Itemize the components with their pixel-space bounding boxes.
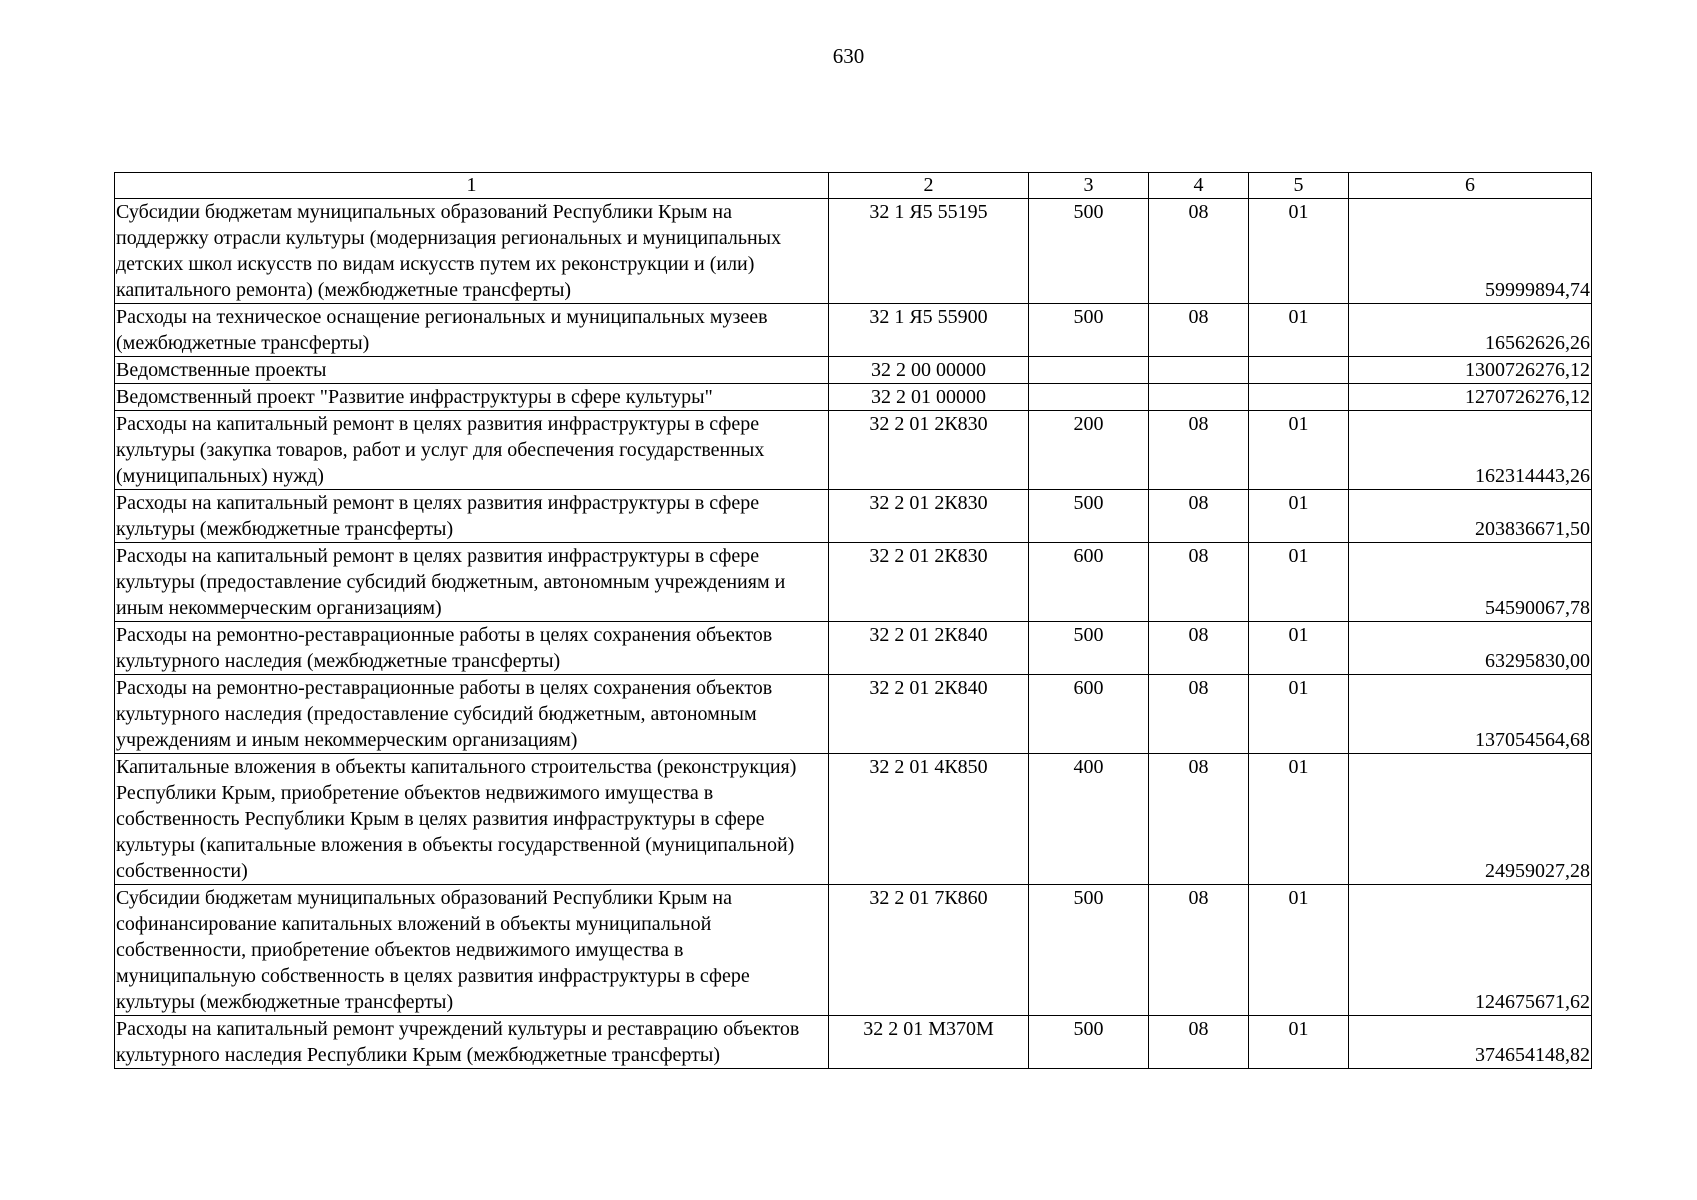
table-row — [115, 411, 1592, 490]
row-amount-cell: 59999894,74 — [1349, 199, 1592, 304]
row-code-cell: 32 2 00 00000 — [829, 357, 1029, 384]
row-amount-cell: 203836671,50 — [1349, 490, 1592, 543]
row-amount-cell: 54590067,78 — [1349, 543, 1592, 622]
table-row — [115, 1016, 1592, 1069]
row-pr-cell: 01 — [1249, 411, 1349, 490]
row-name-cell: Расходы на капитальный ремонт учреждений культуры и реставрацию объектов культурного наследия Республики Крым (межбюджетные трансферты) — [115, 1016, 829, 1069]
table-row — [115, 543, 1592, 622]
row-vr-cell: 200 — [1029, 411, 1149, 490]
row-rz-cell — [1149, 357, 1249, 384]
header-cell: 3 — [1029, 173, 1149, 199]
row-code-cell: 32 2 01 2К840 — [829, 622, 1029, 675]
row-name-cell: Расходы на капитальный ремонт в целях развития инфраструктуры в сфере культуры (предоставление субсидий бюджетным, автономным учреждениям и иным некоммерческим организациям) — [115, 543, 829, 622]
header-cell: 5 — [1249, 173, 1349, 199]
row-name-cell: Расходы на ремонтно-реставрационные работы в целях сохранения объектов культурного наследия (предоставление субсидий бюджетным, автономным учреждениям и иным некоммерческим организациям) — [115, 675, 829, 754]
row-code-cell: 32 1 Я5 55900 — [829, 304, 1029, 357]
row-rz-cell: 08 — [1149, 622, 1249, 675]
table-row — [115, 304, 1592, 357]
row-pr-cell: 01 — [1249, 622, 1349, 675]
row-rz-cell: 08 — [1149, 675, 1249, 754]
row-rz-cell: 08 — [1149, 885, 1249, 1016]
row-amount-cell: 124675671,62 — [1349, 885, 1592, 1016]
row-vr-cell: 400 — [1029, 754, 1149, 885]
row-code-cell: 32 2 01 7К860 — [829, 885, 1029, 1016]
row-rz-cell — [1149, 384, 1249, 411]
row-rz-cell: 08 — [1149, 1016, 1249, 1069]
row-name-cell: Капитальные вложения в объекты капитального строительства (реконструкция) Республики Крым, приобретение объектов недвижимого имущества в собственность Республики Крым в целях развития инфраструктуры в сфере культуры (капитальные вложения в объекты государственной (муниципальной) собственности) — [115, 754, 829, 885]
row-code-cell: 32 2 01 2К830 — [829, 543, 1029, 622]
row-amount-cell: 1270726276,12 — [1349, 384, 1592, 411]
row-name-cell: Расходы на капитальный ремонт в целях развития инфраструктуры в сфере культуры (закупка товаров, работ и услуг для обеспечения государственных (муниципальных) нужд) — [115, 411, 829, 490]
row-rz-cell: 08 — [1149, 199, 1249, 304]
row-vr-cell — [1029, 384, 1149, 411]
row-pr-cell: 01 — [1249, 543, 1349, 622]
row-pr-cell: 01 — [1249, 754, 1349, 885]
row-name-cell: Расходы на капитальный ремонт в целях развития инфраструктуры в сфере культуры (межбюджетные трансферты) — [115, 490, 829, 543]
row-vr-cell: 500 — [1029, 622, 1149, 675]
row-vr-cell: 500 — [1029, 1016, 1149, 1069]
row-vr-cell: 600 — [1029, 675, 1149, 754]
row-code-cell: 32 2 01 2К840 — [829, 675, 1029, 754]
row-amount-cell: 137054564,68 — [1349, 675, 1592, 754]
header-row — [115, 173, 1592, 199]
row-pr-cell: 01 — [1249, 199, 1349, 304]
row-vr-cell: 500 — [1029, 885, 1149, 1016]
row-pr-cell: 01 — [1249, 490, 1349, 543]
row-name-cell: Ведомственные проекты — [115, 357, 829, 384]
row-amount-cell: 1300726276,12 — [1349, 357, 1592, 384]
row-name-cell: Расходы на техническое оснащение региональных и муниципальных музеев (межбюджетные трансферты) — [115, 304, 829, 357]
row-pr-cell — [1249, 357, 1349, 384]
table-row — [115, 384, 1592, 411]
row-code-cell: 32 2 01 4К850 — [829, 754, 1029, 885]
row-rz-cell: 08 — [1149, 411, 1249, 490]
row-code-cell: 32 2 01 2К830 — [829, 411, 1029, 490]
row-amount-cell: 16562626,26 — [1349, 304, 1592, 357]
table-row — [115, 199, 1592, 304]
row-vr-cell — [1029, 357, 1149, 384]
table-row — [115, 622, 1592, 675]
row-amount-cell: 162314443,26 — [1349, 411, 1592, 490]
row-code-cell: 32 1 Я5 55195 — [829, 199, 1029, 304]
row-rz-cell: 08 — [1149, 304, 1249, 357]
row-name-cell: Субсидии бюджетам муниципальных образований Республики Крым на поддержку отрасли культуры (модернизация региональных и муниципальных детских школ искусств по видам искусств путем их реконструкции и (или) капитального ремонта) (межбюджетные трансферты) — [115, 199, 829, 304]
row-pr-cell: 01 — [1249, 304, 1349, 357]
table-row — [115, 675, 1592, 754]
row-pr-cell: 01 — [1249, 1016, 1349, 1069]
header-cell: 1 — [115, 173, 829, 199]
row-rz-cell: 08 — [1149, 754, 1249, 885]
header-cell: 6 — [1349, 173, 1592, 199]
header-cell: 4 — [1149, 173, 1249, 199]
row-vr-cell: 500 — [1029, 304, 1149, 357]
row-pr-cell: 01 — [1249, 675, 1349, 754]
row-code-cell: 32 2 01 00000 — [829, 384, 1029, 411]
row-amount-cell: 24959027,28 — [1349, 754, 1592, 885]
row-pr-cell: 01 — [1249, 885, 1349, 1016]
row-rz-cell: 08 — [1149, 543, 1249, 622]
row-rz-cell: 08 — [1149, 490, 1249, 543]
budget-table — [114, 172, 1592, 1069]
header-cell: 2 — [829, 173, 1029, 199]
table-row — [115, 490, 1592, 543]
row-name-cell: Субсидии бюджетам муниципальных образований Республики Крым на софинансирование капитальных вложений в объекты муниципальной собственности, приобретение объектов недвижимого имущества в муниципальную собственность в целях развития инфраструктуры в сфере культуры (межбюджетные трансферты) — [115, 885, 829, 1016]
row-name-cell: Ведомственный проект "Развитие инфраструктуры в сфере культуры" — [115, 384, 829, 411]
row-amount-cell: 374654148,82 — [1349, 1016, 1592, 1069]
table-row — [115, 754, 1592, 885]
row-code-cell: 32 2 01 2К830 — [829, 490, 1029, 543]
row-name-cell: Расходы на ремонтно-реставрационные работы в целях сохранения объектов культурного наследия (межбюджетные трансферты) — [115, 622, 829, 675]
row-code-cell: 32 2 01 М370М — [829, 1016, 1029, 1069]
table-row — [115, 357, 1592, 384]
row-vr-cell: 500 — [1029, 199, 1149, 304]
row-vr-cell: 600 — [1029, 543, 1149, 622]
row-pr-cell — [1249, 384, 1349, 411]
table-row — [115, 885, 1592, 1016]
row-vr-cell: 500 — [1029, 490, 1149, 543]
row-amount-cell: 63295830,00 — [1349, 622, 1592, 675]
page-number: 630 — [832, 44, 865, 68]
